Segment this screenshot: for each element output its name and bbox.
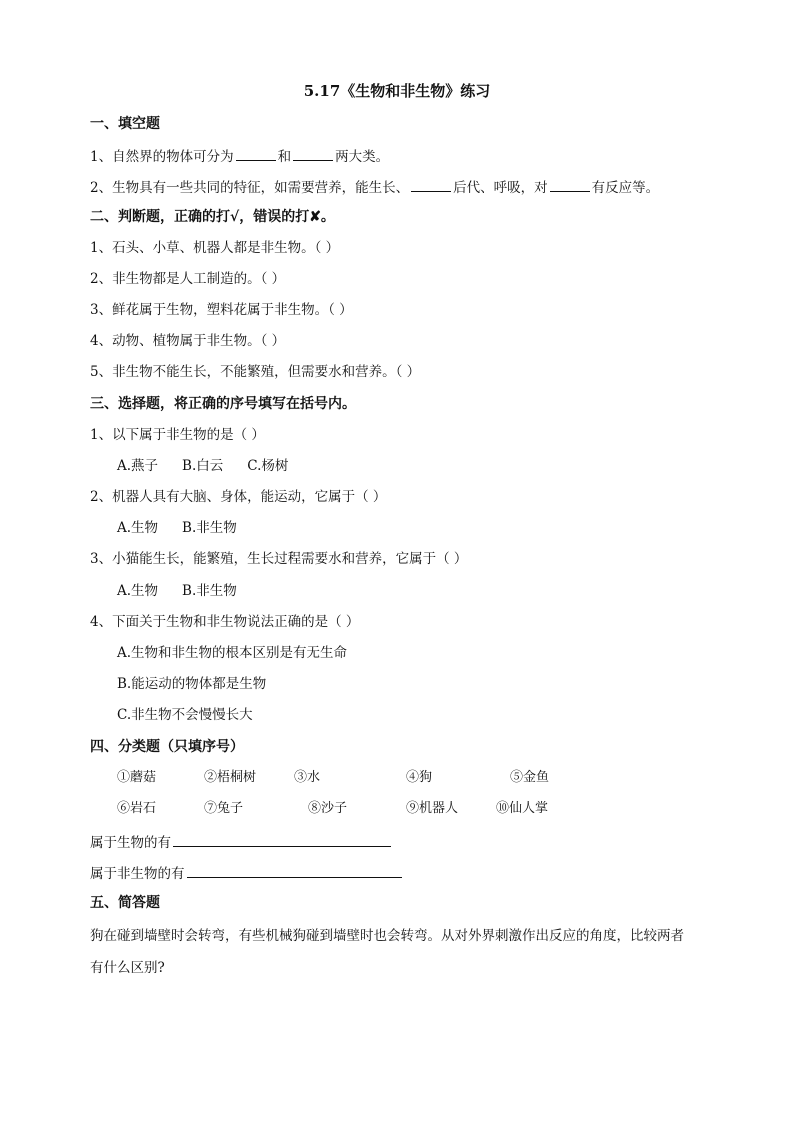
true-false-item-4: 4、动物、植物属于非生物。（ ） [90,333,286,349]
true-false-item-2: 2、非生物都是人工制造的。（ ） [90,271,286,287]
short-answer-question-line-2: 有什么区别? [90,960,165,976]
answer-blank[interactable] [236,145,276,161]
option-b: B.能运动的物体都是生物 [117,676,267,692]
q2-prefix: 2、生物具有一些共同的特征，如需要营养，能生长、 [90,180,410,196]
choice-question-2: 2、机器人具有大脑、身体，能运动，它属于（ ） [90,489,387,505]
answer-blank[interactable] [550,176,590,192]
answer-blank[interactable] [173,831,391,847]
classify-item: ②梧桐树 [204,770,257,785]
true-false-item-1: 1、石头、小草、机器人都是非生物。（ ） [90,240,340,256]
option-b: B.非生物 [182,583,237,599]
choice-options-2 [117,518,261,538]
q1-mid: 和 [277,149,292,165]
section-fill-blank-heading: 一、填空题 [90,116,160,132]
section-short-answer-heading: 五、简答题 [90,895,160,911]
option-a: A.生物 [117,520,159,536]
true-false-item-3: 3、鲜花属于生物，塑料花属于非生物。（ ） [90,302,353,318]
option-a: A.生物 [117,583,159,599]
section-true-false-heading: 二、判断题，正确的打√，错误的打✘。 [90,209,335,225]
classify-item: ⑧沙子 [308,801,348,816]
option-a: A.生物和非生物的根本区别是有无生命 [117,645,348,661]
classify-item: ④狗 [406,770,433,785]
classify-item: ⑤金鱼 [510,770,550,785]
section-multiple-choice-heading: 三、选择题，将正确的序号填写在括号内。 [90,396,356,412]
classify-item: ⑨机器人 [406,801,459,816]
nonliving-label: 属于非生物的有 [90,866,185,882]
classify-item: ①蘑菇 [117,770,157,785]
classify-item: ⑥岩石 [117,801,157,816]
option-b: B.白云 [182,458,224,474]
option-c: C.非生物不会慢慢长大 [117,707,253,723]
choice-options-3 [117,581,261,601]
fill-blank-question-1 [90,145,389,167]
section-classification-heading: 四、分类题（只填序号） [90,739,244,755]
q1-prefix: 1、自然界的物体可分为 [90,149,234,165]
q2-mid: 后代、呼吸，对 [453,180,548,196]
option-c: C.杨树 [247,458,289,474]
fill-blank-question-2 [90,176,659,198]
true-false-item-5: 5、非生物不能生长，不能繁殖，但需要水和营养。（ ） [90,364,421,380]
option-a: A.燕子 [117,458,159,474]
choice-options-1 [117,456,312,476]
living-label: 属于生物的有 [90,835,171,851]
short-answer-question-line-1: 狗在碰到墙壁时会转弯，有些机械狗碰到墙壁时也会转弯。从对外界刺激作出反应的角度，比较两者 [90,928,684,944]
nonliving-things-answer-line [90,862,404,884]
classify-item: ⑦兔子 [204,801,244,816]
choice-question-3: 3、小猫能生长，能繁殖，生长过程需要水和营养，它属于（ ） [90,551,468,567]
option-b: B.非生物 [182,520,237,536]
q2-suffix: 有反应等。 [591,180,660,196]
answer-blank[interactable] [411,176,451,192]
answer-blank[interactable] [293,145,333,161]
living-things-answer-line [90,831,393,853]
choice-question-1: 1、以下属于非生物的是（ ） [90,427,265,443]
answer-blank[interactable] [187,862,402,878]
classify-item: ③水 [294,770,321,785]
choice-question-4: 4、下面关于生物和非生物说法正确的是（ ） [90,614,360,630]
page-title: 5.17《生物和非生物》练习 [303,82,491,100]
q1-suffix: 两大类。 [335,149,390,165]
classify-item: ⑩仙人掌 [496,801,549,816]
